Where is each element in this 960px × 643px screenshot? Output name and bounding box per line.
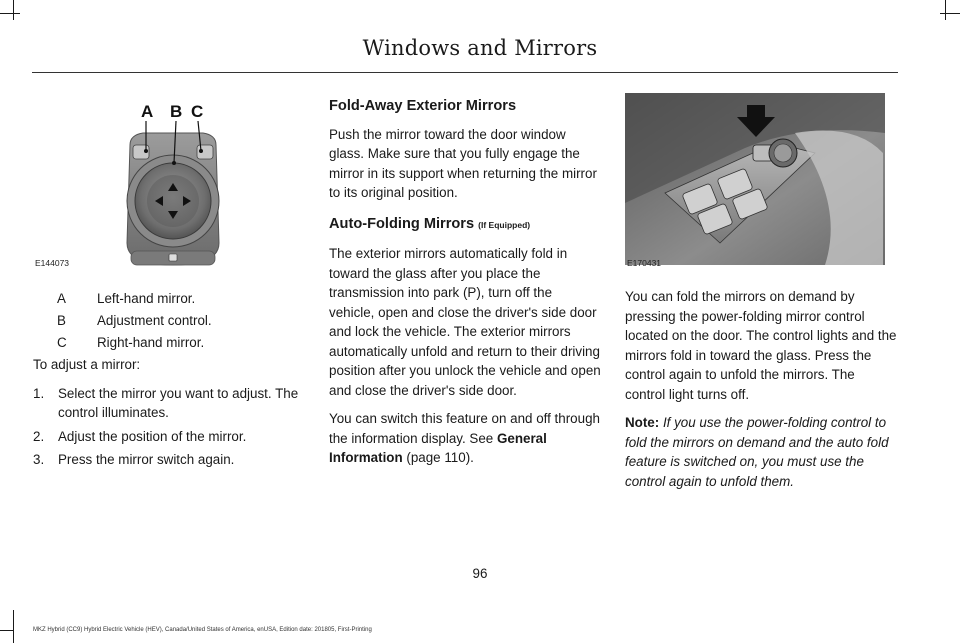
- paragraph: [329, 409, 601, 468]
- door-panel-photo: [625, 93, 885, 265]
- paragraph-text: (page 110).: [402, 450, 474, 465]
- heading-text: Auto-Folding Mirrors: [329, 215, 475, 232]
- cross-reference-link[interactable]: General Information: [329, 430, 547, 465]
- paragraph: You can fold the mirrors on demand by pressing the power-folding mirror control located on the door. The control lights and the mirrors fold in toward the glass. Press the control again to unfold the mirrors. The control light turns off.: [625, 289, 897, 402]
- step-item: [33, 427, 305, 447]
- paragraph-text: You can switch this feature on and off through the information display. See: [329, 411, 600, 446]
- step-number: 3.: [33, 452, 45, 467]
- crop-mark: [0, 13, 20, 14]
- right-column: [625, 93, 897, 500]
- step-number: 2.: [33, 428, 45, 444]
- section-heading: [329, 215, 601, 236]
- door-panel-figure: [625, 93, 897, 273]
- mirror-switch-illustration: [33, 93, 305, 273]
- callout-a: A: [141, 102, 154, 121]
- figure-code: E144073: [35, 257, 70, 268]
- step-text: Adjust the position of the mirror.: [58, 428, 247, 444]
- step-item: [33, 384, 305, 423]
- page-number: 96: [472, 566, 488, 581]
- steps-intro: To adjust a mirror:: [33, 357, 141, 372]
- mirror-switch-figure: [33, 93, 305, 273]
- legend-row: [33, 333, 305, 355]
- note-label: Note:: [625, 415, 660, 430]
- note: [625, 413, 897, 491]
- legend-key: C: [57, 335, 67, 350]
- step-text: Press the mirror switch again.: [58, 452, 235, 467]
- legend-key: A: [57, 291, 66, 306]
- figure-legend: [33, 289, 305, 355]
- legend-key: B: [57, 313, 66, 328]
- legend-row: [33, 311, 305, 333]
- heading-qualifier: (If Equipped): [478, 219, 531, 230]
- crop-mark: [13, 610, 14, 643]
- crop-mark: [940, 13, 960, 14]
- title-rule: [32, 72, 898, 73]
- paragraph: The exterior mirrors automatically fold in toward the glass after you place the transmission into park (P), turn off the vehicle, open and close the driver's side door and lock the vehicle. The exterior mirrors automatically unfold and return to their driving position after you unlock the vehicle and open and close the driver's side door.: [329, 246, 601, 398]
- callout-c: C: [191, 102, 204, 121]
- footer-text: MKZ Hybrid (CC9) Hybrid Electric Vehicle (HEV), Canada/United States of America, enUSA, Edition date: 201805, First-Printing: [33, 627, 372, 633]
- crop-mark: [13, 0, 14, 20]
- step-text: Select the mirror you want to adjust. The control illuminates.: [58, 385, 299, 420]
- left-column: [33, 93, 305, 474]
- legend-text: Right-hand mirror.: [97, 335, 205, 350]
- page-title: Windows and Mirrors: [362, 36, 598, 60]
- step-item: [33, 450, 305, 470]
- steps-list: [33, 384, 305, 470]
- legend-row: [33, 289, 305, 311]
- paragraph: Push the mirror toward the door window glass. Make sure that you fully engage the mirror in its support when returning the mirror to its original position.: [329, 126, 597, 200]
- step-number: 1.: [33, 385, 45, 401]
- legend-text: Adjustment control.: [97, 313, 212, 328]
- legend-text: Left-hand mirror.: [97, 291, 196, 306]
- note-text: If you use the power-folding control to fold the mirrors on demand and the auto fold feature is switched on, you must use the control again to unfold them.: [625, 415, 889, 489]
- middle-column: [329, 93, 601, 477]
- section-heading: Fold-Away Exterior Mirrors: [329, 98, 517, 114]
- crop-mark: [0, 630, 13, 631]
- callout-b: B: [170, 102, 183, 121]
- crop-mark: [945, 0, 946, 20]
- figure-code: E170431: [627, 257, 662, 268]
